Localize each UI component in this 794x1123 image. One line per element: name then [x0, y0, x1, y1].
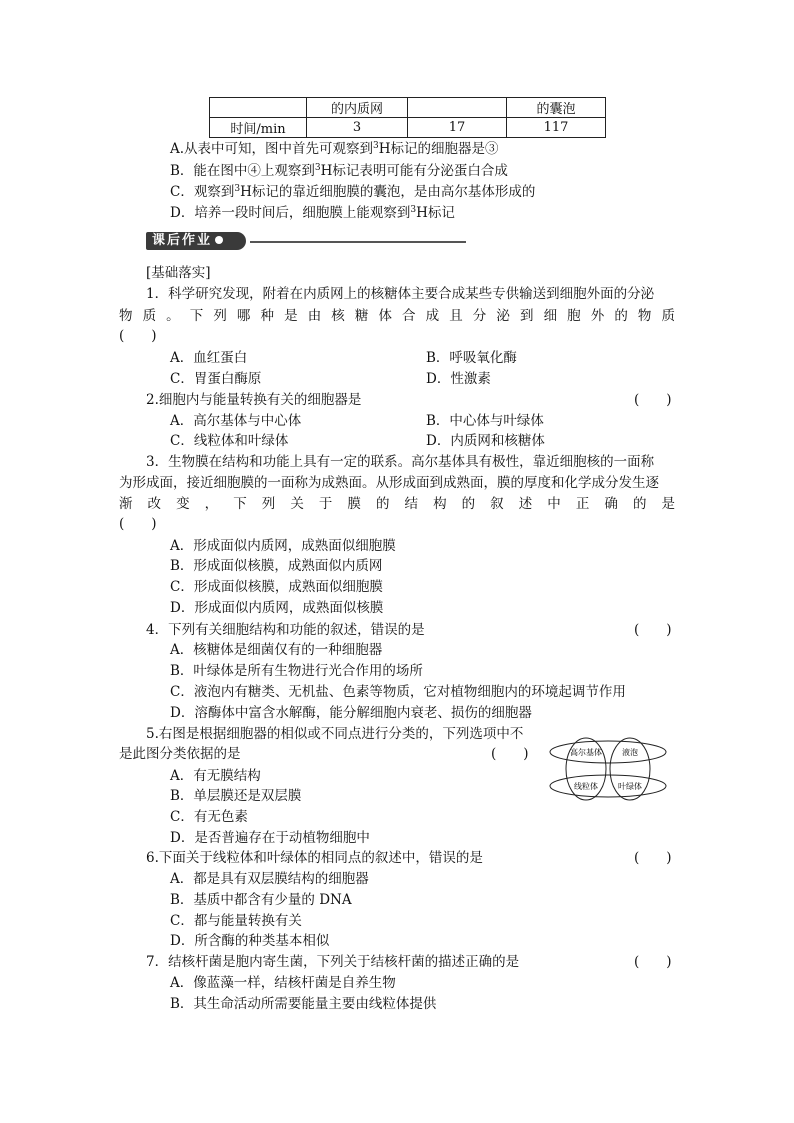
- q1-answer-paren: ( ): [119, 328, 157, 344]
- superscript: 3: [373, 141, 379, 151]
- bottom-ellipse: [550, 775, 666, 797]
- q5-option-a: A．有无膜结构: [170, 768, 261, 784]
- option-text: H标记的细胞器是③: [378, 141, 499, 157]
- option-text: H标记的靠近细胞膜的囊泡，是由高尔基体形成的: [240, 184, 536, 200]
- q5-option-c: C．有无色素: [170, 809, 248, 825]
- bullet-dot-icon: [215, 236, 223, 244]
- q5-answer-paren: ( ): [491, 746, 529, 762]
- q1-option-b: B．呼吸氧化酶: [426, 350, 517, 366]
- q6-option-d: D．所含酶的种类基本相似: [170, 933, 330, 949]
- table-row: [210, 118, 606, 138]
- q6-option-a: A．都是具有双层膜结构的细胞器: [170, 871, 369, 887]
- prev-option-d: [170, 203, 455, 223]
- label-chloroplast: 叶绿体: [618, 782, 642, 791]
- q2-option-d: D．内质网和核糖体: [426, 433, 545, 449]
- q6-option-b: B．基质中都含有少量的 DNA: [170, 892, 352, 908]
- table-cell: [408, 98, 507, 118]
- q5-stem-line2: 是此图分类依据的是: [119, 746, 241, 762]
- q3-answer-paren: ( ): [119, 516, 157, 532]
- q1-option-c: C．胃蛋白酶原: [170, 371, 262, 387]
- label-vacuole: 液泡: [622, 748, 638, 757]
- q6-answer-paren: ( ): [634, 850, 672, 866]
- q4-option-b: B．叶绿体是所有生物进行光合作用的场所: [170, 663, 423, 679]
- q3-option-a: A．形成面似内质网，成熟面似细胞膜: [170, 538, 396, 554]
- q7-stem: 7．结核杆菌是胞内寄生菌，下列关于结核杆菌的描述正确的是: [146, 954, 520, 970]
- section-divider: [250, 241, 466, 243]
- q2-answer-paren: ( ): [634, 392, 672, 408]
- table-cell: 的囊泡: [507, 98, 606, 118]
- q3-option-b: B．形成面似核膜，成熟面似内质网: [170, 558, 383, 574]
- label-golgi: 高尔基体: [570, 748, 602, 757]
- option-text: C．观察到: [170, 184, 235, 200]
- q4-stem: 4．下列有关细胞结构和功能的叙述，错误的是: [146, 622, 425, 638]
- option-text: H标记表明可能有分泌蛋白合成: [320, 163, 508, 179]
- q7-option-a: A．像蓝藻一样，结核杆菌是自养生物: [170, 975, 396, 991]
- q7-option-b: B．其生命活动所需要能量主要由线粒体提供: [170, 996, 437, 1012]
- section-header: [146, 231, 466, 253]
- q4-option-a: A．核糖体是细菌仅有的一种细胞器: [170, 642, 383, 658]
- q2-option-b: B．中心体与叶绿体: [426, 413, 544, 429]
- q4-option-d: D．溶酶体中富含水解酶，能分解细胞内衰老、损伤的细胞器: [170, 705, 532, 721]
- q2-stem: 2.细胞内与能量转换有关的细胞器是: [146, 392, 362, 408]
- q3-option-d: D．形成面似内质网，成熟面似核膜: [170, 600, 384, 616]
- option-text: D．培养一段时间后，细胞膜上能观察到: [170, 205, 411, 221]
- q5-option-d: D．是否普遍存在于动植物细胞中: [170, 830, 370, 846]
- q1-stem-line2: 物质。下列哪种是由核糖体合成且分泌到细胞外的物质: [119, 308, 675, 324]
- prev-option-a: [170, 139, 499, 159]
- superscript: 3: [410, 205, 417, 215]
- table-cell: 3: [307, 118, 408, 138]
- table-cell: 117: [507, 118, 606, 138]
- section-title: 课后作业: [152, 233, 213, 248]
- q4-answer-paren: ( ): [634, 622, 672, 638]
- table-cell: 17: [408, 118, 507, 138]
- q1-option-d: D．性激素: [426, 371, 491, 387]
- table-cell: [210, 98, 307, 118]
- q1-option-a: A．血红蛋白: [170, 350, 248, 366]
- q2-option-a: A．高尔基体与中心体: [170, 413, 302, 429]
- superscript: 3: [314, 163, 321, 173]
- option-text: A.从表中可知，图中首先可观察到: [170, 141, 374, 157]
- data-table: [209, 97, 606, 138]
- table-cell: 时间/min: [210, 118, 307, 138]
- prev-option-c: [170, 182, 535, 202]
- q2-option-c: C．线粒体和叶绿体: [170, 433, 289, 449]
- prev-option-b: [170, 161, 508, 181]
- option-text: B．能在图中④上观察到: [170, 163, 315, 179]
- q6-stem: 6.下面关于线粒体和叶绿体的相同点的叙述中，错误的是: [146, 850, 483, 866]
- superscript: 3: [234, 184, 241, 194]
- subsection-title: [基础落实]: [146, 265, 211, 281]
- q4-option-c: C．液泡内有糖类、无机盐、色素等物质，它对植物细胞内的环境起调节作用: [170, 684, 626, 700]
- q1-stem-line1: 1．科学研究发现，附着在内质网上的核糖体主要合成某些专供输送到细胞外面的分泌: [146, 286, 655, 302]
- table-row: [210, 98, 606, 118]
- q3-stem-line2: 为形成面，接近细胞膜的一面称为成熟面。从形成面到成熟面，膜的厚度和化学成分发生逐: [119, 475, 659, 491]
- q6-option-c: C．都与能量转换有关: [170, 913, 302, 929]
- q5-option-b: B．单层膜还是双层膜: [170, 788, 302, 804]
- q3-option-c: C．形成面似核膜，成熟面似细胞膜: [170, 579, 383, 595]
- table-cell: 的内质网: [307, 98, 408, 118]
- label-mitochondria: 线粒体: [574, 782, 598, 791]
- top-ellipse: [550, 741, 666, 763]
- q7-answer-paren: ( ): [634, 954, 672, 970]
- organelle-classification-diagram: [548, 730, 672, 802]
- q3-stem-line3: 渐改变，下列关于膜的结构的叙述中正确的是: [119, 496, 675, 512]
- section-title-pill: [146, 232, 246, 250]
- q5-stem-line1: 5.右图是根据细胞器的相似或不同点进行分类的，下列选项中不: [146, 726, 524, 742]
- option-text: H标记: [416, 205, 455, 221]
- q3-stem-line1: 3．生物膜在结构和功能上具有一定的联系。高尔基体具有极性，靠近细胞核的一面称: [146, 454, 655, 470]
